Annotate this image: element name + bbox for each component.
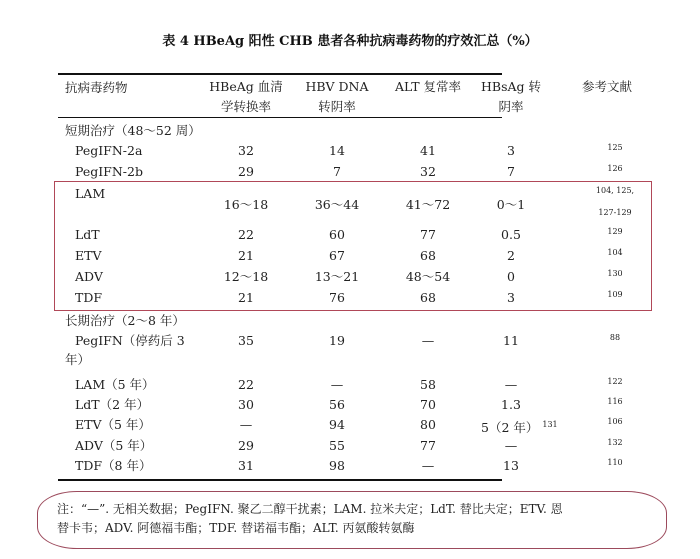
ref-value: 132 (607, 438, 623, 447)
hbeag-value: 22 (238, 377, 254, 392)
hbsag-value-text: 5（2 年） (481, 420, 539, 436)
drug-name: PegIFN-2b (75, 164, 143, 179)
header-hbvdna-line2: 转阴率 (318, 99, 356, 114)
header-ref: 参考文献 (581, 79, 632, 94)
hbvdna-value: 67 (329, 248, 345, 263)
hbeag-value: 16～18 (223, 197, 269, 212)
hbvdna-value: 60 (329, 227, 345, 242)
hbvdna-value: 13～21 (314, 269, 360, 284)
hbsag-value: — (504, 377, 518, 392)
hbsag-value: 1.3 (501, 397, 521, 412)
drug-name: TDF (75, 290, 103, 305)
header-hbvdna-line1: HBV DNA (305, 79, 369, 94)
hbeag-value: 12～18 (223, 269, 269, 284)
ref-value: 129 (607, 227, 623, 236)
table-title: 表 4 HBeAg 阳性 CHB 患者各种抗病毒药物的疗效汇总（%） (162, 34, 538, 49)
drug-name: ADV（5 年） (75, 438, 153, 453)
drug-name: PegIFN（停药后 3 (75, 333, 185, 348)
hbvdna-value: 94 (329, 417, 345, 432)
alt-value: — (421, 333, 435, 348)
section-label-short-term: 短期治疗（48～52 周） (65, 123, 201, 138)
ref-value: 104 (607, 248, 623, 257)
ref-value: 88 (609, 333, 621, 342)
alt-value: — (421, 458, 435, 473)
hbsag-value: 0～1 (496, 197, 526, 212)
ref-value: 116 (607, 397, 623, 406)
ref-value: 106 (607, 417, 623, 426)
drug-name: LdT（2 年） (75, 397, 150, 412)
drug-name: PegIFN-2a (75, 143, 143, 158)
hbvdna-value: 36～44 (314, 197, 360, 212)
table-header-rule (58, 117, 502, 118)
ref-value: 110 (607, 458, 623, 467)
hbsag-value: 0.5 (501, 227, 521, 242)
drug-name: ETV（5 年） (75, 417, 151, 432)
alt-value: 48～54 (405, 269, 451, 284)
hbeag-value: 21 (238, 290, 254, 305)
header-hbeag-line2: 学转换率 (220, 99, 271, 114)
hbeag-value: 29 (238, 438, 254, 453)
ref-value-line2: 127-129 (598, 208, 632, 217)
alt-value: 77 (420, 438, 436, 453)
table-footnote (57, 500, 657, 538)
drug-name: LAM（5 年） (75, 377, 155, 392)
hbvdna-value: 55 (329, 438, 345, 453)
hbeag-value: 30 (238, 397, 254, 412)
section-label-long-term: 长期治疗（2～8 年） (65, 313, 185, 328)
hbsag-value: 3 (507, 290, 515, 305)
drug-name: TDF（8 年） (75, 458, 152, 473)
hbeag-value: 31 (238, 458, 254, 473)
ref-value: 104, 125, (595, 186, 635, 195)
header-drug: 抗病毒药物 (65, 80, 128, 95)
hbvdna-value: 19 (329, 333, 345, 348)
hbeag-value: 32 (238, 143, 254, 158)
hbeag-value: 21 (238, 248, 254, 263)
header-alt-line1: ALT 复常率 (394, 79, 462, 94)
table-top-rule (58, 73, 502, 75)
alt-value: 32 (420, 164, 436, 179)
hbvdna-value: 7 (333, 164, 341, 179)
hbvdna-value: 98 (329, 458, 345, 473)
hbsag-value: 2 (507, 248, 515, 263)
drug-name-line2: 年） (65, 352, 91, 367)
hbsag-value: 11 (503, 333, 519, 348)
drug-name: ETV (75, 248, 102, 263)
hbsag-value: 7 (507, 164, 515, 179)
ref-value: 109 (607, 290, 623, 299)
hbeag-value: — (239, 417, 253, 432)
header-hbeag (206, 77, 286, 117)
hbsag-value (481, 417, 558, 436)
hbeag-value: 35 (238, 333, 254, 348)
hbsag-value: — (504, 438, 518, 453)
header-alt (388, 77, 468, 97)
ref-value: 122 (607, 377, 623, 386)
header-hbeag-line1: HBeAg 血清 (209, 79, 283, 94)
alt-value: 68 (420, 248, 436, 263)
alt-value: 77 (420, 227, 436, 242)
header-hbvdna (297, 77, 377, 117)
drug-name: LAM (75, 186, 106, 201)
header-hbsag-line2: 阴率 (498, 99, 524, 114)
header-hbsag-line1: HBsAg 转 (480, 79, 541, 94)
ref-value: 125 (607, 143, 623, 152)
hbeag-value: 22 (238, 227, 254, 242)
alt-value: 80 (420, 417, 436, 432)
drug-name: LdT (75, 227, 100, 242)
hbsag-citation: 131 (542, 420, 558, 429)
hbvdna-value: 76 (329, 290, 345, 305)
hbeag-value: 29 (238, 164, 254, 179)
table-bottom-rule (58, 479, 502, 481)
footnote-line1: 注：“—”. 无相关数据；PegIFN. 聚乙二醇干扰素；LAM. 拉米夫定；LdT. 替比夫定；ETV. 恩 (57, 502, 563, 516)
ref-value: 130 (607, 269, 623, 278)
drug-name: ADV (75, 269, 103, 284)
hbsag-value: 3 (507, 143, 515, 158)
alt-value: 68 (420, 290, 436, 305)
alt-value: 70 (420, 397, 436, 412)
alt-value: 41～72 (405, 197, 451, 212)
hbsag-value: 0 (507, 269, 515, 284)
header-hbsag (471, 77, 551, 117)
hbvdna-value: — (330, 377, 344, 392)
footnote-line2: 替卡韦；ADV. 阿德福韦酯；TDF. 替诺福韦酯；ALT. 丙氨酸转氨酶 (57, 521, 415, 535)
hbvdna-value: 56 (329, 397, 345, 412)
hbvdna-value: 14 (329, 143, 345, 158)
hbsag-value: 13 (503, 458, 519, 473)
alt-value: 58 (420, 377, 436, 392)
alt-value: 41 (420, 143, 436, 158)
ref-value: 126 (607, 164, 623, 173)
